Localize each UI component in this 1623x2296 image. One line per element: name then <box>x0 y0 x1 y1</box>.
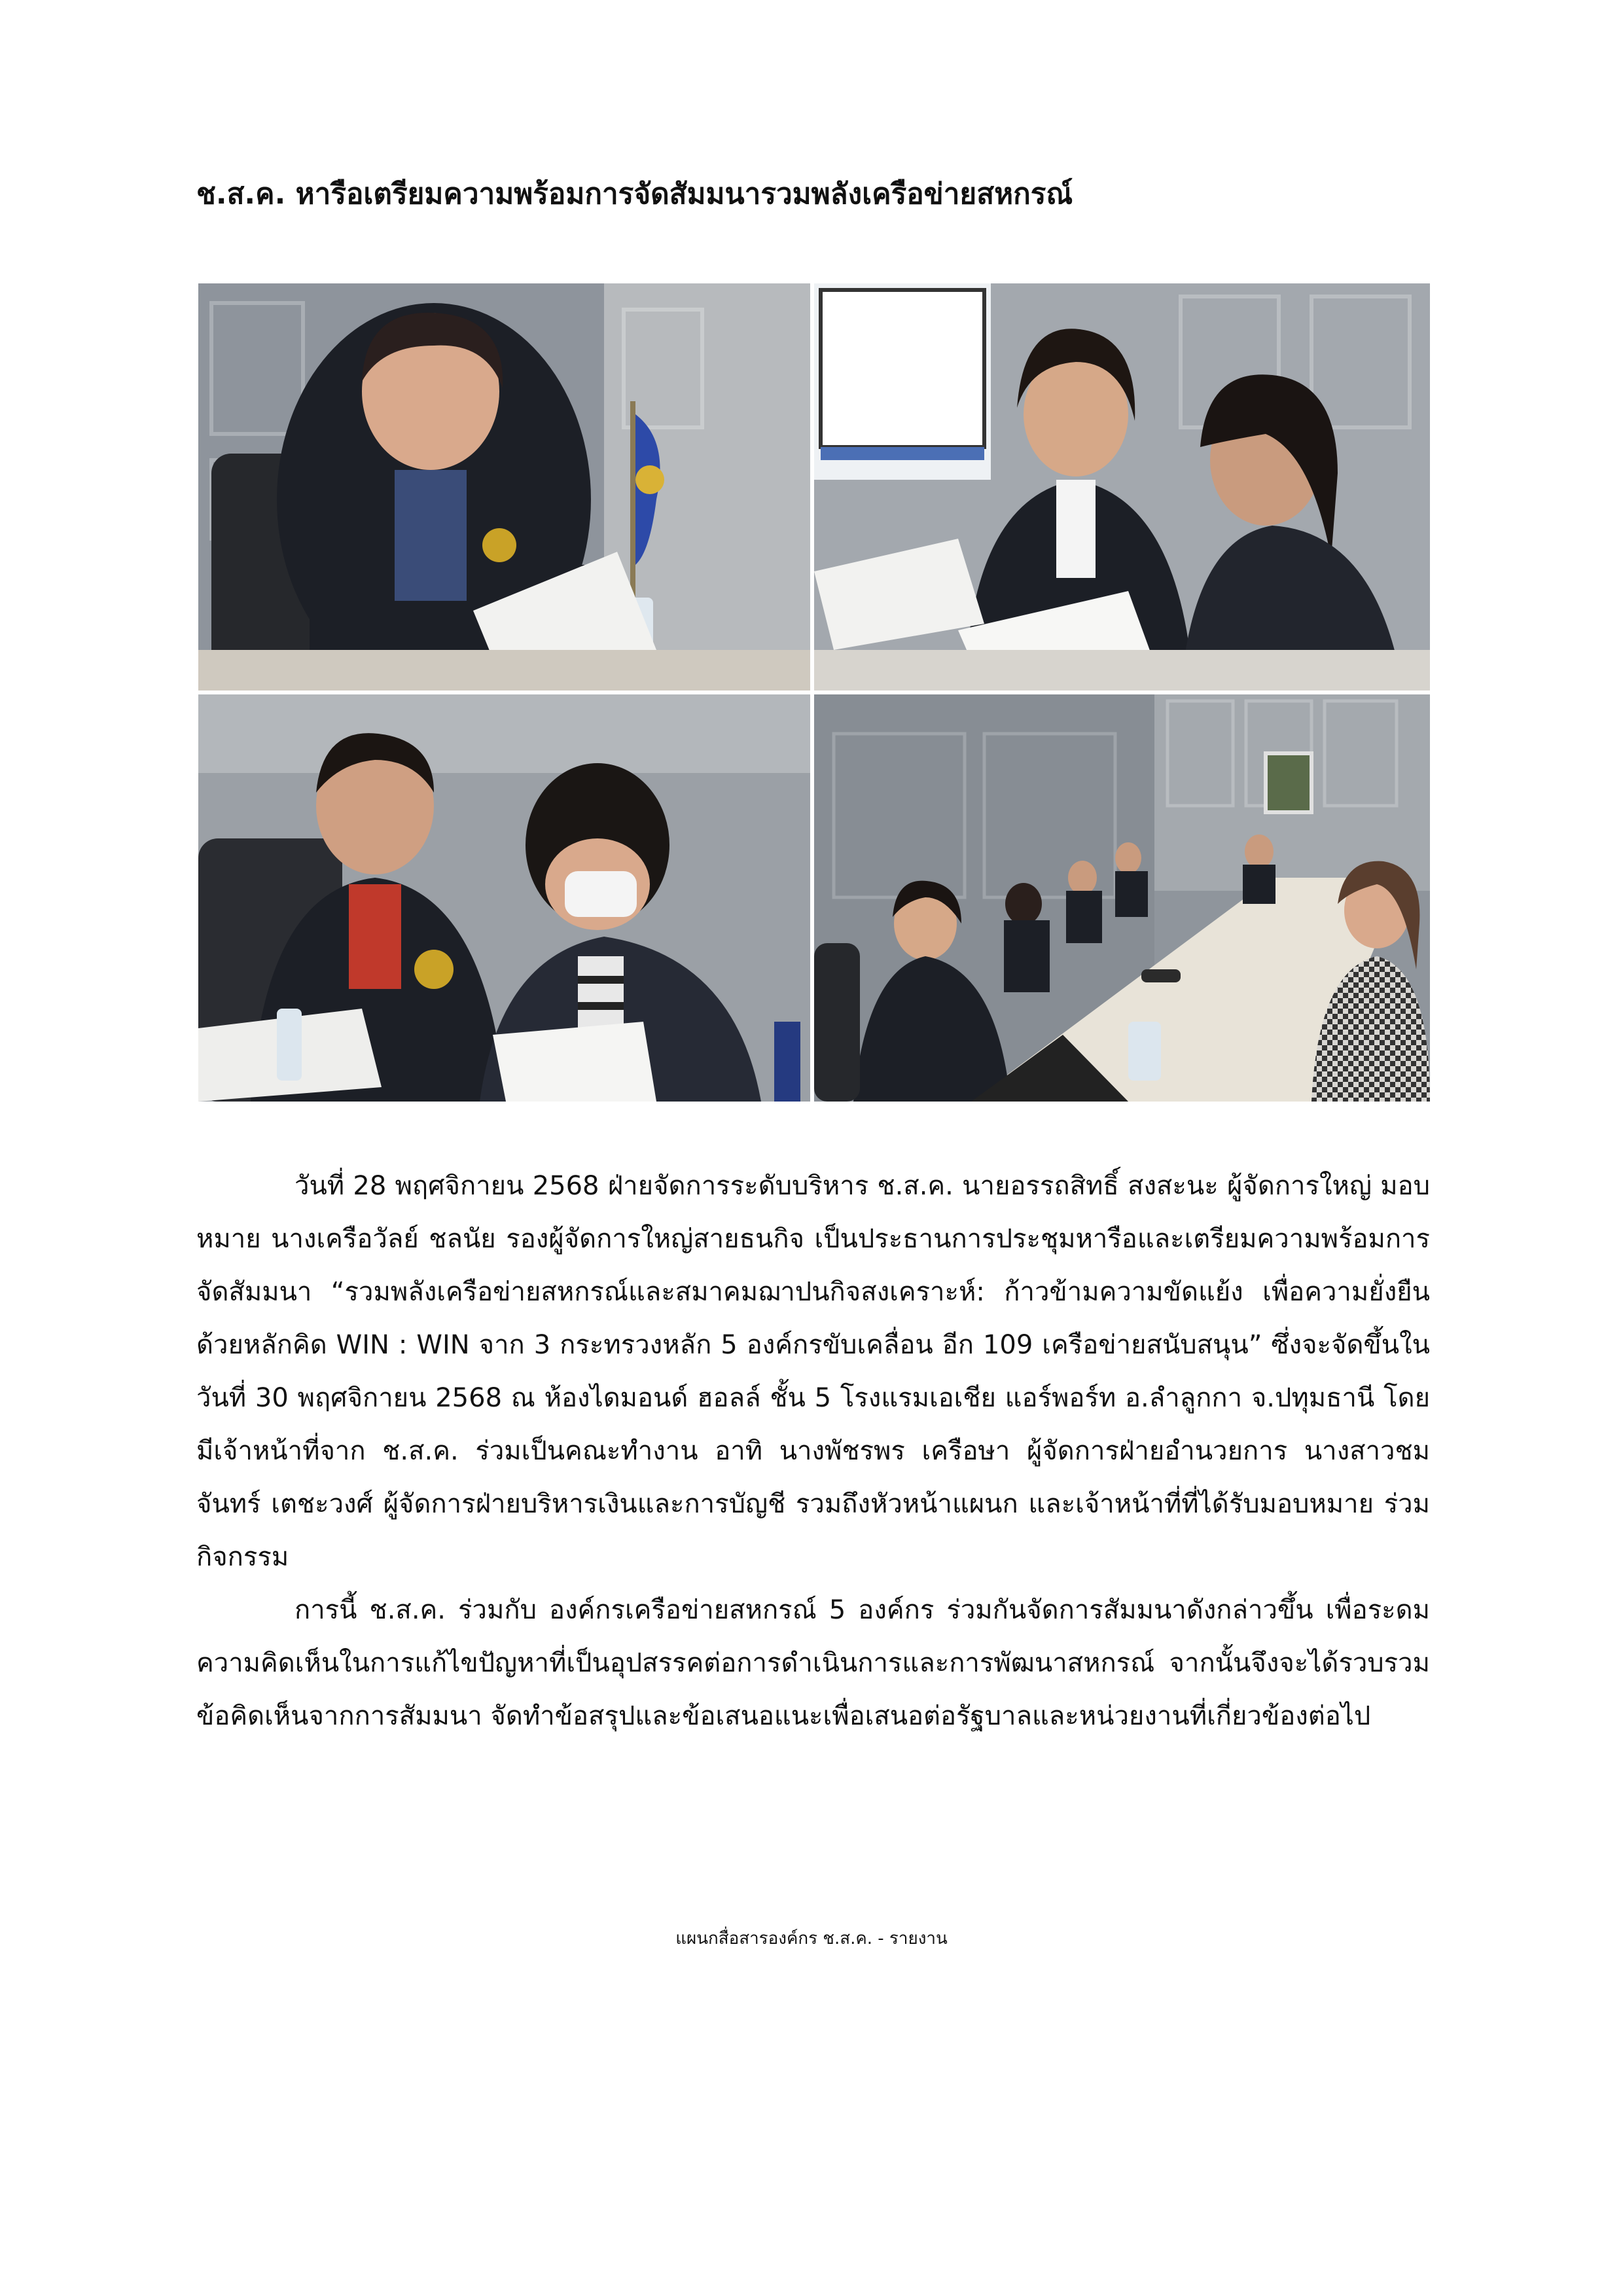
article-paragraph: การนี้ ช.ส.ค. ร่วมกับ องค์กรเครือข่ายสหกรณ์ 5 องค์กร ร่วมกันจัดการสัมมนาดังกล่าวขึ้น เพื่อระดมความคิดเห็นในการแก้ไขปัญหาที่เป็นอุปสรรคต่อการดำเนินการและการพัฒนาสหกรณ์ จากนั้นจึงจะได้รวบรวมข้อคิดเห็นจากการสัมมนา จัดทำข้อสรุปและข้อเสนอแนะเพื่อเสนอต่อรัฐบาลและหน่วยงานที่เกี่ยวข้องต่อไป <box>196 1595 1430 1731</box>
photo-collage <box>198 283 1430 1102</box>
article-paragraph: วันที่ 28 พฤศจิกายน 2568 ฝ่ายจัดการระดับบริหาร ช.ส.ค. นายอรรถสิทธิ์ สงสะนะ ผู้จัดการใหญ่ มอบหมาย นางเครือวัลย์ ชลนัย รองผู้จัดการใหญ่สายธนกิจ เป็นประธานการประชุมหารือและเตรียมความพร้อมการจัดสัมมนา “รวมพลังเครือข่ายสหกรณ์และสมาคมฌาปนกิจสงเคราะห์: ก้าวข้ามความขัดแย้ง เพื่อความยั่งยืน ด้วยหลักคิด WIN : WIN จาก 3 กระทรวงหลัก 5 องค์กรขับเคลื่อน อีก 109 เครือข่ายสนับสนุน” ซึ่งจะจัดขึ้นในวันที่ 30 พฤศจิกายน 2568 ณ ห้องไดมอนด์ ฮอลล์ ชั้น 5 โรงแรมเอเชีย แอร์พอร์ท อ.ลำลูกกา จ.ปทุมธานี โดยมีเจ้าหน้าที่จาก ช.ส.ค. ร่วมเป็นคณะทำงาน อาทิ นางพัชรพร เครือษา ผู้จัดการฝ่ายอำนวยการ นางสาวชมจันทร์ เตชะวงศ์ ผู้จัดการฝ่ายบริหารเงินและการบัญชี รวมถึงหัวหน้าแผนก และเจ้าหน้าที่ที่ได้รับมอบหมาย ร่วมกิจกรรม <box>196 1171 1430 1572</box>
page-footer: แผนกสื่อสารองค์กร ช.ส.ค. - รายงาน <box>675 1929 948 1948</box>
meeting-photo-staff-writing <box>198 694 810 1102</box>
meeting-photo-two-women <box>814 283 1430 691</box>
page-title: ช.ส.ค. หารือเตรียมความพร้อมการจัดสัมมนารวมพลังเครือข่ายสหกรณ์ <box>196 177 1073 211</box>
article-body <box>196 1160 1430 1743</box>
meeting-photo-room-overview <box>814 694 1430 1102</box>
meeting-photo-chairwoman <box>198 283 810 691</box>
